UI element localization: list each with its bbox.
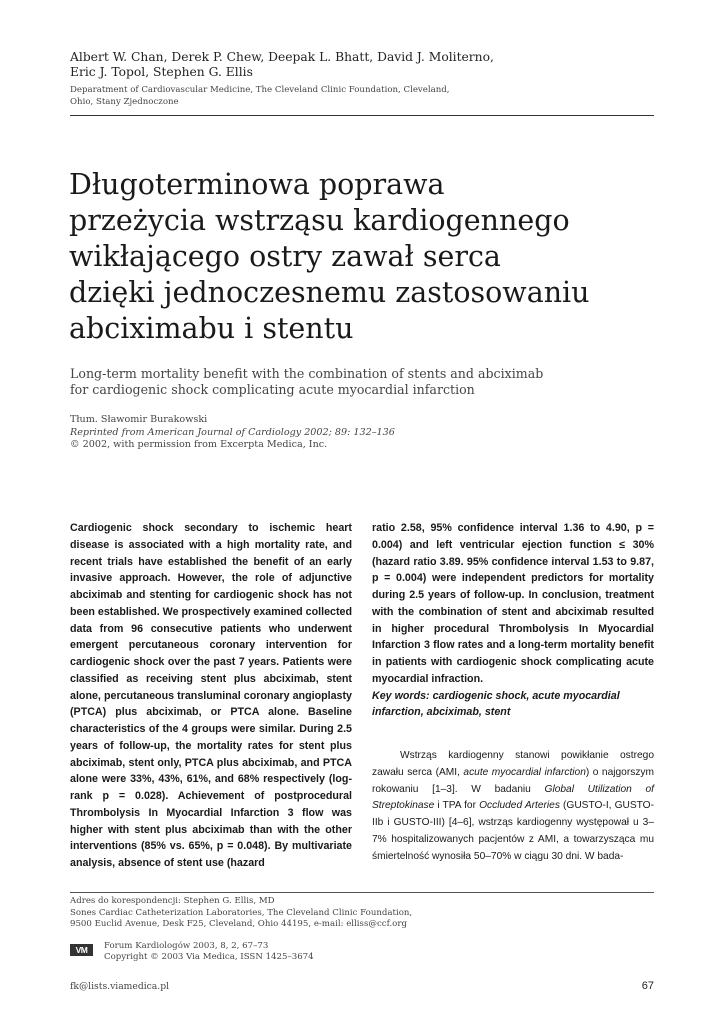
affiliation-line-1: Deparatment of Cardiovascular Medicine, The Cleveland Clinic Foundation, Cleveland, — [70, 85, 450, 95]
correspondence-line-2: Sones Cardiac Catheterization Laboratories, The Cleveland Clinic Foundation, — [70, 907, 413, 918]
copyright-notice: © 2002, with permission from Excerpta Medica, Inc. — [70, 439, 328, 450]
body-text-5: i TPA for — [434, 800, 480, 812]
correspondence-address — [70, 896, 570, 931]
header-divider — [70, 115, 654, 116]
abstract-left: Cardiogenic shock secondary to ischemic heart disease is associated with a high mortality rate, and recent trials have established the benefit of an early invasive approach. However, the role of adjunctive abciximab and stenting for cardiogenic shock has not been established. We prospectively examined collected data from 96 consecutive patients who underwent emergent percutaneous coronary intervention for cardiogenic shock over the past 7 years. Patients were classified as receiving stent plus abciximab, stent alone, percutaneous transluminal coronary angioplasty (PTCA) plus abciximab, or PTCA alone. Baseline characteristics of the 4 groups were similar. During 2.5 years of follow-up, the mortality rates for stent plus abciximab, stent only, PTCA plus abciximab, and PTCA alone were 33%, 43%, 61%, and 68% respectively (log-rank p = 0.028). Achievement of postprocedural Thrombolysis In Myocardial Infarction 3 flow was higher with stent plus abciximab than with the other interventions (85% vs. 65%, p = 0.048). By multivariate analysis, absence of stent use (hazard — [70, 522, 352, 869]
journal-info — [104, 941, 504, 963]
correspondence-line-1: Adres do korespondencji: Stephen G. Ellis, MD — [70, 896, 275, 906]
journal-citation: Forum Kardiologów 2003, 8, 2, 67–73 — [104, 941, 269, 951]
reprint-source: Reprinted from American Journal of Cardiology 2002; 89: 132–136 — [70, 426, 395, 438]
affiliation-line-2: Ohio, Stany Zjednoczone — [70, 96, 179, 107]
body-text-7: (GUSTO-I, GUSTO-IIb i GUSTO-III) [4–6], wstrząs kardiogenny występował u 3–7% hospitalizowanych pacjentów z AMI, a towarzysząca mu śmiertelność wynosiła 50–70% w ciągu 30 dni. W bada- — [372, 800, 654, 862]
correspondence-line-3: 9500 Euclid Avenue, Desk F25, Cleveland, Ohio 44195, e-mail: elliss@ccf.org — [70, 919, 407, 929]
body-text-6: Occluded Arteries — [479, 800, 560, 812]
subtitle-line-1: Long-term mortality benefit with the combination of stents and abciximab — [70, 366, 544, 381]
author-list — [70, 50, 630, 80]
title-line-5: abciximabu i stentu — [69, 312, 354, 345]
body-text-3: ) o najgorszym rokowaniu [1–3]. W badaniu — [372, 766, 654, 795]
publisher-logo: VM — [70, 944, 93, 956]
left-column — [70, 520, 352, 872]
body-text-1: Wstrząs kardiogenny stanowi powikłanie ostrego zawału serca (AMI, — [372, 750, 654, 778]
authors-line-1: Albert W. Chan, Derek P. Chew, Deepak L. Bhatt, David J. Moliterno, — [70, 50, 494, 64]
title-line-4: dzięki jednoczesnemu zastosowaniu — [69, 276, 590, 309]
right-column — [372, 520, 654, 865]
title-line-1: Długoterminowa poprawa — [69, 168, 445, 201]
body-paragraph — [372, 748, 654, 865]
translator-credit: Tłum. Sławomir Burakowski — [70, 414, 208, 425]
journal-email: fk@lists.viamedica.pl — [70, 981, 170, 992]
title-line-2: przeżycia wstrząsu kardiogennego — [69, 204, 570, 237]
subtitle-line-2: for cardiogenic shock complicating acute myocardial infarction — [70, 381, 475, 397]
affiliation — [70, 85, 530, 108]
body-text-4: Global Utilization of Streptokinase — [372, 783, 654, 812]
journal-copyright: Copyright © 2003 Via Medica, ISSN 1425–3674 — [104, 952, 314, 962]
credits — [70, 414, 630, 452]
footer-divider — [70, 892, 654, 893]
article-title — [69, 167, 669, 347]
authors-line-2: Eric J. Topol, Stephen G. Ellis — [70, 65, 253, 79]
keywords: Key words: cardiogenic shock, acute myocardial infarction, abciximab, stent — [372, 689, 620, 719]
body-text-2: acute myocardial infarction — [463, 766, 586, 778]
page-number: 67 — [641, 980, 654, 992]
english-title — [70, 366, 630, 397]
abstract-right: ratio 2.58, 95% confidence interval 1.36 to 4.90, p = 0.004) and left ventricular ejection function ≤ 30% (hazard ratio 3.89. 95% confidence interval 1.53 to 9.87, p = 0.004) were independent predictors for mortality during 2.5 years of follow-up. In conclusion, treatment with the combination of stent and abciximab resulted in higher procedural Thrombolysis In Myocardial Infarction 3 flow rates and a long-term mortality benefit in patients with cardiogenic shock complicating acute myocardial infraction. — [372, 522, 654, 685]
title-line-3: wikłającego ostry zawał serca — [69, 240, 501, 273]
